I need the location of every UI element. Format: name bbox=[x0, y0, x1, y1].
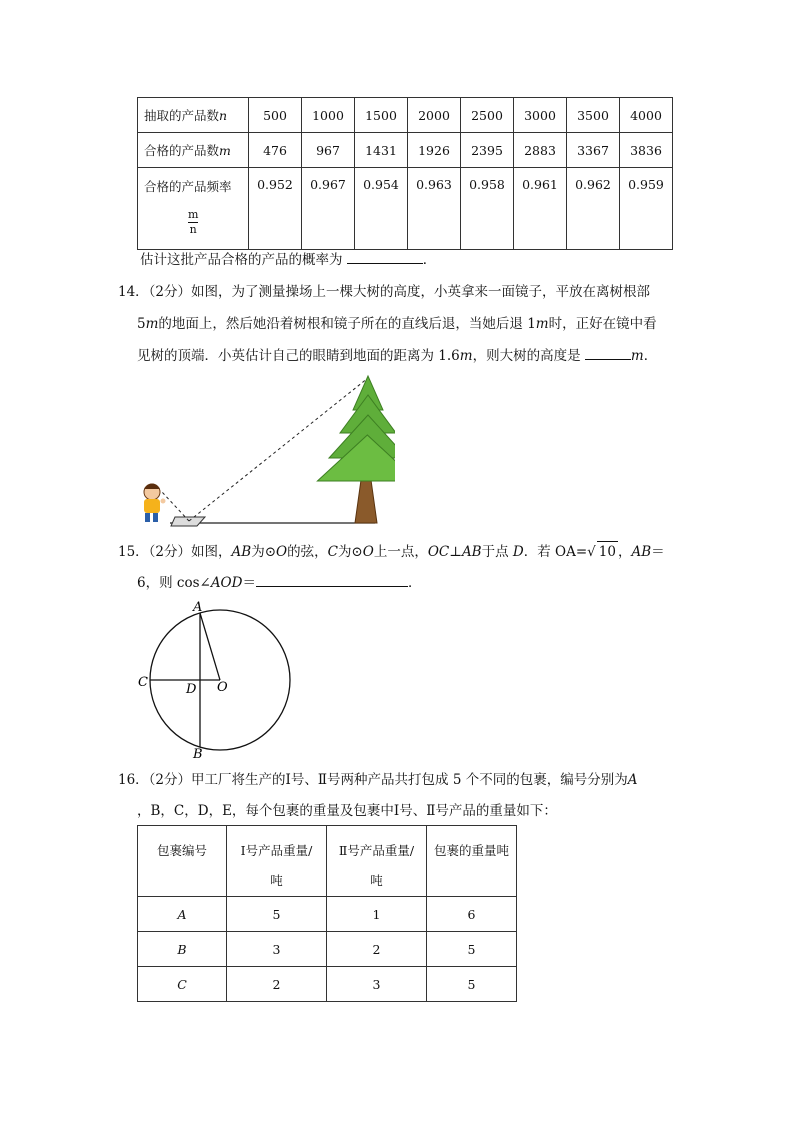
label-o: O bbox=[217, 680, 228, 695]
column-header: 包裹的重量吨 bbox=[427, 826, 517, 897]
cell: 967 bbox=[302, 133, 355, 168]
tree-mirror-figure bbox=[135, 370, 395, 530]
row-header: 合格的产品频率 $\frac{m}{n}$ bbox=[138, 168, 249, 250]
cell: 0.958 bbox=[461, 168, 514, 250]
column-header: 包裹编号 bbox=[138, 826, 227, 897]
cell: 4000 bbox=[620, 98, 673, 133]
q16-line1: 16．（2分）甲工厂将生产的Ⅰ号、Ⅱ号两种产品共打包成 5 个不同的包裹，编号分别为A bbox=[118, 772, 638, 788]
table-row bbox=[138, 932, 517, 967]
cell: C bbox=[138, 967, 227, 1002]
child-illustration bbox=[144, 484, 166, 523]
cell: B bbox=[138, 932, 227, 967]
answer-blank bbox=[585, 345, 631, 360]
cell: 2883 bbox=[514, 133, 567, 168]
row-header: 抽取的产品数n bbox=[138, 98, 249, 133]
cell: 0.967 bbox=[302, 168, 355, 250]
cell: 5 bbox=[227, 897, 327, 932]
segment-oa bbox=[200, 613, 220, 680]
cell: 3 bbox=[327, 967, 427, 1002]
cell: 476 bbox=[249, 133, 302, 168]
cell: 1000 bbox=[302, 98, 355, 133]
cell: 0.963 bbox=[408, 168, 461, 250]
package-table bbox=[137, 825, 517, 1002]
cell: A bbox=[138, 897, 227, 932]
cell: 1500 bbox=[355, 98, 408, 133]
cell: 3 bbox=[227, 932, 327, 967]
cell: 5 bbox=[427, 932, 517, 967]
cell: 1 bbox=[327, 897, 427, 932]
answer-blank bbox=[347, 249, 423, 264]
q14-line3: 见树的顶端．小英估计自己的眼睛到地面的距离为 1.6m，则大树的高度是 m． bbox=[137, 345, 657, 366]
cell: 500 bbox=[249, 98, 302, 133]
cell: 0.961 bbox=[514, 168, 567, 250]
column-header: Ⅰ号产品重量/ 吨 bbox=[227, 826, 327, 897]
q14-line1: 14．（2分）如图，为了测量操场上一棵大树的高度，小英拿来一面镜子，平放在离树根部 bbox=[118, 284, 651, 300]
cell: 0.954 bbox=[355, 168, 408, 250]
cell: 3367 bbox=[567, 133, 620, 168]
column-header: Ⅱ号产品重量/ 吨 bbox=[327, 826, 427, 897]
cell: 2000 bbox=[408, 98, 461, 133]
tree-illustration bbox=[317, 376, 395, 523]
table-row bbox=[138, 133, 673, 168]
cell: 1926 bbox=[408, 133, 461, 168]
q15-line1: 15．（2分）如图，AB为⊙O的弦，C为⊙O上一点，OC⊥AB于点 D．若 OA=√ 10 ，AB＝ bbox=[118, 541, 665, 562]
cell: 5 bbox=[427, 967, 517, 1002]
cell: 0.959 bbox=[620, 168, 673, 250]
table-header-row bbox=[138, 826, 517, 897]
q15-line2: 6，则 cos∠AOD＝ ． bbox=[137, 572, 421, 593]
label-a: A bbox=[193, 600, 203, 615]
sampling-table bbox=[137, 97, 673, 250]
cell: 6 bbox=[427, 897, 517, 932]
q13-answer-line: 估计这批产品合格的产品的概率为 ． bbox=[140, 249, 436, 270]
table-row bbox=[138, 98, 673, 133]
table-row bbox=[138, 168, 673, 250]
cell: 2 bbox=[227, 967, 327, 1002]
cell: 2395 bbox=[461, 133, 514, 168]
row-header: 合格的产品数m bbox=[138, 133, 249, 168]
cell: 0.962 bbox=[567, 168, 620, 250]
fraction: $\frac{m}{n}$ bbox=[188, 208, 199, 236]
q16-line2: ，B，C，D，E，每个包裹的重量及包裹中Ⅰ号、Ⅱ号产品的重量如下： bbox=[137, 803, 557, 819]
mirror bbox=[171, 517, 205, 526]
label-c: C bbox=[138, 675, 148, 690]
table-row bbox=[138, 897, 517, 932]
cell: 2 bbox=[327, 932, 427, 967]
cell: 1431 bbox=[355, 133, 408, 168]
cell: 3836 bbox=[620, 133, 673, 168]
table-row bbox=[138, 967, 517, 1002]
circle-figure bbox=[135, 598, 300, 763]
cell: 2500 bbox=[461, 98, 514, 133]
answer-blank bbox=[256, 572, 408, 587]
cell: 3000 bbox=[514, 98, 567, 133]
cell: 3500 bbox=[567, 98, 620, 133]
q14-line2: 5m的地面上，然后她沿着树根和镜子所在的直线后退，当她后退 1m时，正好在镜中看 bbox=[137, 316, 657, 332]
label-b: B bbox=[193, 747, 203, 762]
cell: 0.952 bbox=[249, 168, 302, 250]
label-d: D bbox=[186, 682, 197, 697]
